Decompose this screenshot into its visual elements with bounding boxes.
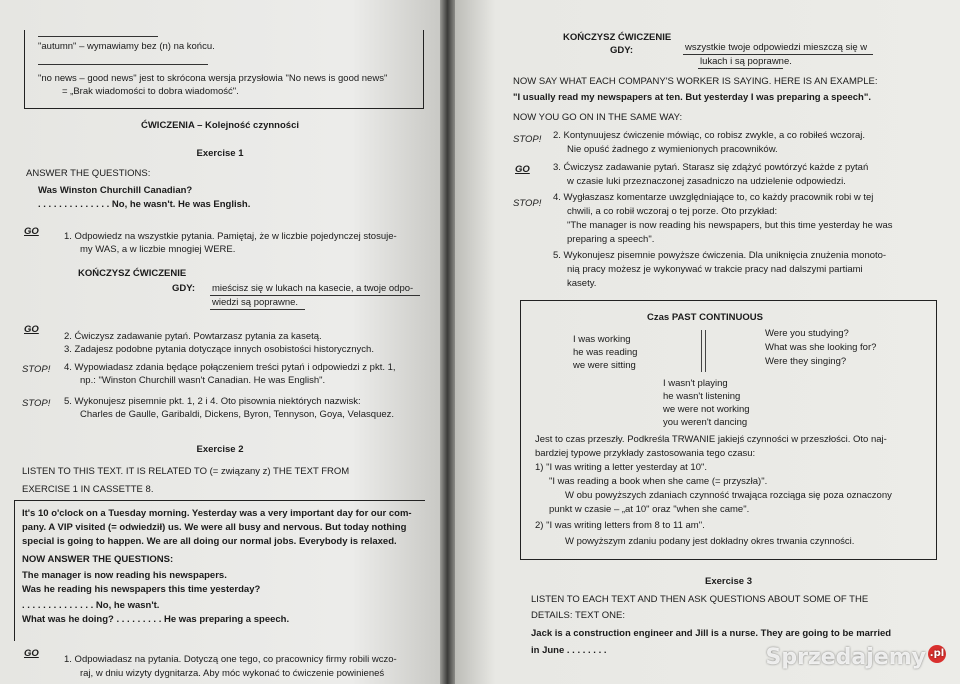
instruction-line: nią pracy możesz je wykonywać w trakcie pracy nad dalszymi partiami (567, 264, 863, 275)
grammar-example: Were they singing? (765, 356, 847, 367)
now-say-heading: NOW SAY WHAT EACH COMPANY'S WORKER IS SAYING. HERE IS AN EXAMPLE: (513, 76, 878, 87)
go-tag: GO (515, 164, 530, 175)
instruction-line: 1. Odpowiadasz na pytania. Dotyczą one tego, co pracownicy firmy robili wczo- (64, 654, 397, 665)
text-line: . . . . . . . . . . . . . . No, he wasn't. (22, 600, 160, 611)
exercise-title: Exercise 3 (705, 576, 753, 587)
text-line: The manager is now reading his newspapers. (22, 570, 227, 581)
exercise-heading: ANSWER THE QUESTIONS: (26, 168, 151, 179)
text-line: pany. A VIP visited (= odwiedził) us. We were all busy and nervous. But today nothing (22, 522, 407, 533)
text-line: Was he reading his newspapers this time yesterday? (22, 584, 261, 595)
instruction-line: preparing a speech". (567, 234, 655, 245)
stop-tag: STOP! (22, 398, 51, 409)
exercise-title: Exercise 2 (196, 444, 244, 455)
konczysz-heading: KOŃCZYSZ ĆWICZENIE (563, 32, 672, 43)
grammar-example: we were not working (663, 404, 750, 415)
gdy-underline (210, 295, 420, 296)
instruction-line: 1. Odpowiedz na wszystkie pytania. Pamiętaj, że w liczbie pojedynczej stosuje- (64, 231, 397, 242)
example-sentence: "I usually read my newspapers at ten. But yesterday I was preparing a speech". (513, 92, 872, 103)
grammar-title: Czas PAST CONTINUOUS (647, 312, 763, 323)
gdy-label: GDY: (610, 45, 634, 56)
grammar-example: What was she looking for? (765, 342, 877, 353)
gdy-label: GDY: (172, 283, 196, 294)
exercise-intro: EXERCISE 1 IN CASSETTE 8. (22, 484, 154, 495)
instruction-line: np.: "Winston Churchill wasn't Canadian. He was English". (80, 375, 326, 386)
go-tag: GO (24, 648, 39, 659)
go-tag: GO (24, 324, 39, 335)
instruction-line: kasety. (567, 278, 597, 289)
instruction-line: 2. Ćwiczysz zadawanie pytań. Powtarzasz pytania za kasetą. (64, 331, 322, 342)
grammar-explanation: Jest to czas przeszły. Podkreśla TRWANIE jakiejś czynności w przeszłości. Oto naj- (535, 434, 887, 445)
grammar-explanation: 1) "I was writing a letter yesterday at 10". (535, 462, 708, 473)
right-page (455, 0, 960, 684)
instruction-line: 2. Kontynuujesz ćwiczenie mówiąc, co robisz zwykle, a co robiłeś wczoraj. (553, 130, 866, 141)
gdy-underline (698, 68, 783, 69)
konczysz-heading: KOŃCZYSZ ĆWICZENIE (78, 268, 187, 279)
instruction-line: 5. Wykonujesz pisemnie powyższe ćwiczenia. Dla uniknięcia znużenia monoto- (553, 250, 887, 261)
grammar-explanation: 2) "I was writing letters from 8 to 11 am". (535, 520, 705, 531)
exercise-intro: LISTEN TO THIS TEXT. IT IS RELATED TO (= związany z) THE TEXT FROM (22, 466, 350, 477)
grammar-example: I was working (573, 334, 631, 345)
instruction-line: 4. Wygłaszasz komentarze uwzględniające to, co każdy pracownik robi w tej (553, 192, 874, 203)
instruction-line: Nie opuść żadnego z wymienionych pracowników. (567, 144, 778, 155)
instruction-line: Charles de Gaulle, Garibaldi, Dickens, Byron, Tennyson, Goya, Velasquez. (80, 409, 395, 420)
gdy-text: wiedzi są poprawne. (212, 297, 299, 308)
instruction-line: w czasie luki przeznaczonej zasadniczo na udzielenie odpowiedzi. (567, 176, 846, 187)
text-line: in June . . . . . . . . (531, 645, 607, 656)
stop-tag: STOP! (22, 364, 51, 375)
grammar-explanation: "I was reading a book when she came (= przyszła)". (549, 476, 768, 487)
grammar-example: he was reading (573, 347, 638, 358)
note-mid-rule (38, 64, 208, 65)
gdy-underline (683, 54, 873, 55)
grammar-example: you weren't dancing (663, 417, 748, 428)
text-line: What was he doing? . . . . . . . . . He was preparing a speech. (22, 614, 290, 625)
grammar-explanation: bardziej typowe przykłady zastosowania tego czasu: (535, 448, 756, 459)
gdy-text: lukach i są poprawne. (700, 56, 792, 67)
note-line: "no news – good news" jest to skrócona wersja przysłowia "No news is good news" (38, 73, 388, 84)
book-gutter (440, 0, 455, 684)
grammar-explanation: punkt w czasie – „at 10" oraz "when she came". (549, 504, 750, 515)
exercise-intro: LISTEN TO EACH TEXT AND THEN ASK QUESTIONS ABOUT SOME OF THE (531, 594, 869, 605)
grammar-explanation: W obu powyższych zdaniach czynność trwająca rozciąga się poza oznaczony (565, 490, 892, 501)
watermark-logo (766, 645, 947, 670)
text-line: Jack is a construction engineer and Jill is a nurse. They are going to be married (531, 628, 892, 639)
exercise-question: Was Winston Churchill Canadian? (38, 185, 193, 196)
gdy-text: wszystkie twoje odpowiedzi mieszczą się w (685, 42, 868, 53)
exercise-title: Exercise 1 (196, 148, 244, 159)
text-line: special is going to happen. We are all doing our normal jobs. Everybody is relaxed. (22, 536, 397, 547)
note-line: "autumn" – wymawiamy bez (n) na końcu. (38, 41, 215, 52)
section-title: ĆWICZENIA – Kolejność czynności (140, 120, 299, 131)
now-you-heading: NOW YOU GO ON IN THE SAME WAY: (513, 112, 683, 123)
instruction-line: 4. Wypowiadasz zdania będące połączeniem treści pytań i odpowiedzi z pkt. 1, (64, 362, 396, 373)
instruction-line: 5. Wykonujesz pisemnie pkt. 1, 2 i 4. Oto pisownia niektórych nazwisk: (64, 396, 361, 407)
left-page (0, 0, 440, 684)
watermark-text: Sprzedajemy (765, 645, 926, 670)
exercise-answer: . . . . . . . . . . . . . . No, he wasn't. He was English. (38, 199, 251, 210)
gdy-text: mieścisz się w lukach na kasecie, a twoje odpo- (212, 283, 414, 294)
go-tag: GO (24, 226, 39, 237)
grammar-divider (701, 330, 706, 372)
instruction-line: 3. Zadajesz podobne pytania dotyczące innych osobistości historycznych. (64, 344, 374, 355)
stop-tag: STOP! (513, 198, 542, 209)
instruction-line: chwili, a co robił wczoraj o tej porze. Oto przykład: (567, 206, 778, 217)
note-line: = „Brak wiadomości to dobra wiadomość". (62, 86, 239, 97)
stop-tag: STOP! (513, 134, 542, 145)
exercise-intro: DETAILS: TEXT ONE: (531, 610, 625, 621)
text-line: NOW ANSWER THE QUESTIONS: (22, 554, 174, 565)
instruction-line: raj, w dniu wizyty dygnitarza. Aby móc wykonać to ćwiczenie powinieneś (80, 668, 385, 679)
grammar-example: we were sitting (573, 360, 636, 371)
watermark-badge: .pl (928, 645, 946, 663)
instruction-line: my WAS, a w liczbie mnogiej WERE. (80, 244, 236, 255)
grammar-example: he wasn't listening (663, 391, 741, 402)
gdy-underline (210, 309, 305, 310)
grammar-example: Were you studying? (765, 328, 849, 339)
instruction-line: 3. Ćwiczysz zadawanie pytań. Starasz się zdążyć powtórzyć każde z pytań (553, 162, 869, 173)
grammar-example: I wasn't playing (663, 378, 728, 389)
instruction-line: "The manager is now reading his newspapers, but this time yesterday he was (567, 220, 893, 231)
text-line: It's 10 o'clock on a Tuesday morning. Yesterday was a very important day for our com- (22, 508, 412, 519)
grammar-explanation: W powyższym zdaniu podany jest dokładny okres trwania czynności. (565, 536, 855, 547)
